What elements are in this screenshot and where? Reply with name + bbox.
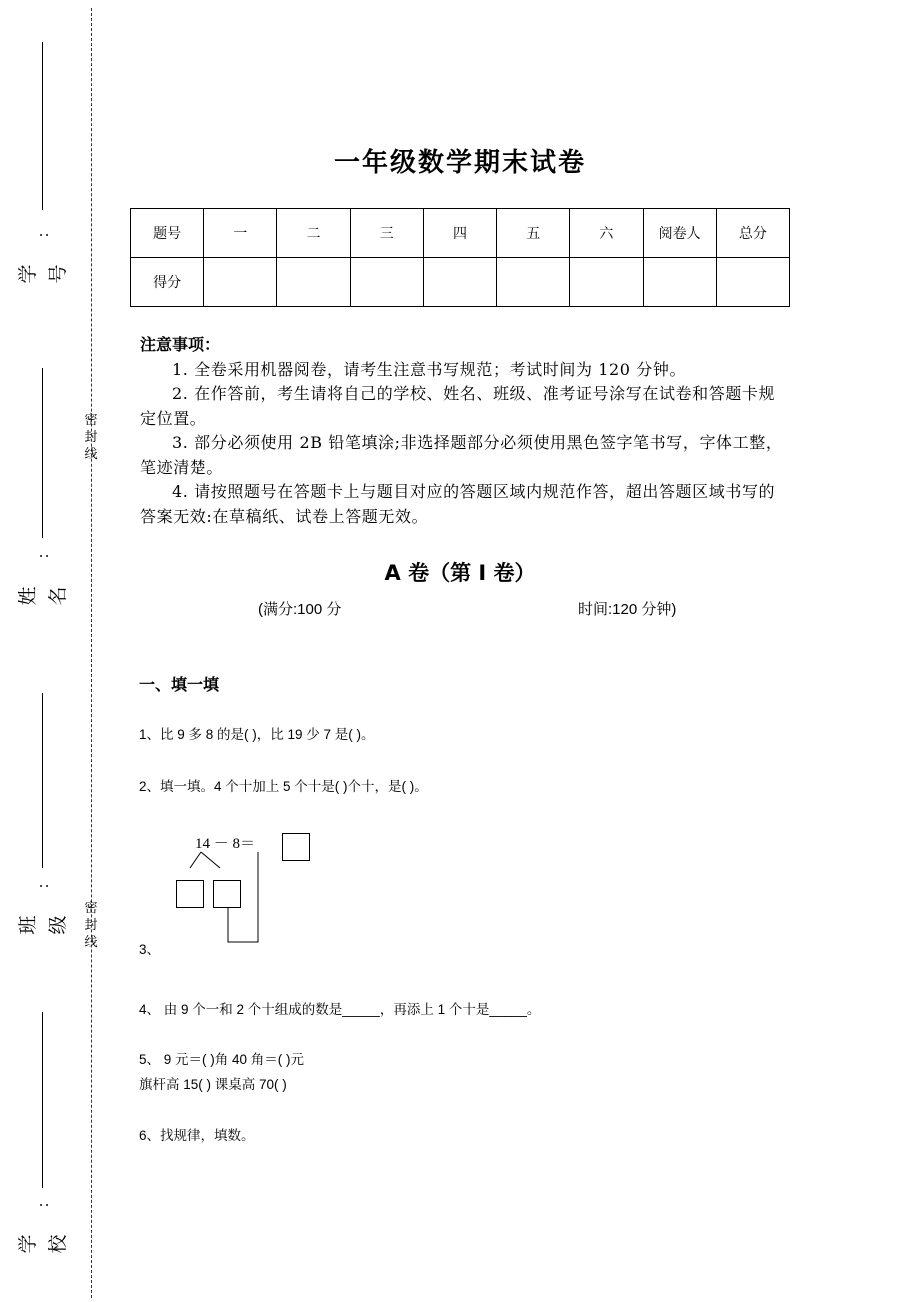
score-cell-total: 总分 (716, 209, 789, 258)
score-table (130, 208, 790, 307)
question-5-line-1: 5、 9 元＝( )角 40 角＝( )元 (139, 1052, 305, 1067)
diagram-expression: 14 － 8＝ (195, 836, 256, 852)
seal-text-bottom: 密 封 线 (84, 901, 98, 950)
name-line (42, 368, 43, 538)
exam-time: 时间:120 分钟) (578, 601, 677, 618)
question-4: 4、 由 9 个一和 2 个十组成的数是_____，再添上 1 个十是_____。 (139, 1002, 541, 1017)
class-colon: : (34, 883, 52, 889)
question-1: 1、比 9 多 8 的是( )，比 19 少 7 是( )。 (139, 727, 375, 742)
seal-text-top: 密 封 线 (84, 413, 98, 462)
name-colon: : (34, 553, 52, 559)
split-box-right[interactable] (213, 880, 241, 908)
part-title: 一、填一填 (139, 675, 220, 694)
score-input-cell[interactable] (716, 258, 789, 307)
score-cell-q3: 三 (350, 209, 423, 258)
score-cell-q4: 四 (423, 209, 496, 258)
score-cell-q1: 一 (204, 209, 277, 258)
seal-dashed-line (91, 8, 92, 1298)
student-id-colon: : (34, 232, 52, 238)
score-cell-grader: 阅卷人 (643, 209, 716, 258)
student-id-label: 学号 (17, 264, 69, 284)
school-colon: : (34, 1202, 52, 1208)
notes-heading: 注意事项： (140, 335, 221, 354)
school-label: 学校 (17, 1234, 69, 1254)
school-line (42, 1012, 43, 1188)
score-input-cell[interactable] (497, 258, 570, 307)
note-item: 3. 部分必须使用 2B 铅笔填涂;非选择题部分必须使用黑色签字笔书写，字体工整，笔迹清楚。 (140, 433, 783, 477)
score-cell-q6: 六 (570, 209, 643, 258)
subtraction-diagram (170, 828, 320, 950)
score-input-cell[interactable] (570, 258, 643, 307)
question-5-line-2: 旗杆高 15( ) 课桌高 70( ) (139, 1077, 287, 1092)
score-table-score-row (131, 258, 790, 307)
section-title: A 卷（第 I 卷） (384, 561, 536, 585)
question-6: 6、找规律，填数。 (139, 1128, 255, 1143)
score-input-cell[interactable] (204, 258, 277, 307)
score-cell-q2: 二 (277, 209, 350, 258)
split-box-left[interactable] (176, 880, 204, 908)
page-title: 一年级数学期末试卷 (333, 148, 586, 178)
score-cell-q5: 五 (497, 209, 570, 258)
note-item: 2. 在作答前，考生请将自己的学校、姓名、班级、准考证号涂写在试卷和答题卡规定位置。 (140, 384, 776, 428)
score-input-cell[interactable] (423, 258, 496, 307)
score-table-header-row (131, 209, 790, 258)
name-label: 姓名 (17, 586, 69, 606)
class-line (42, 693, 43, 868)
score-input-cell[interactable] (643, 258, 716, 307)
score-input-cell[interactable] (350, 258, 423, 307)
note-item: 4. 请按照题号在答题卡上与题目对应的答题区域内规范作答，超出答题区域书写的答案无效:在草稿纸、试卷上答题无效。 (140, 482, 776, 526)
question-2: 2、填一填。4 个十加上 5 个十是( )个十，是( )。 (139, 779, 428, 794)
note-item: 1. 全卷采用机器阅卷，请考生注意书写规范；考试时间为 120 分钟。 (172, 359, 687, 379)
full-score: (满分:100 分 (258, 601, 342, 618)
student-id-line (42, 42, 43, 210)
question-3-number: 3、 (139, 942, 161, 957)
score-row-label: 得分 (131, 258, 204, 307)
exam-notes (140, 333, 788, 529)
class-label: 班级 (17, 915, 69, 935)
score-input-cell[interactable] (277, 258, 350, 307)
score-cell-label: 题号 (131, 209, 204, 258)
